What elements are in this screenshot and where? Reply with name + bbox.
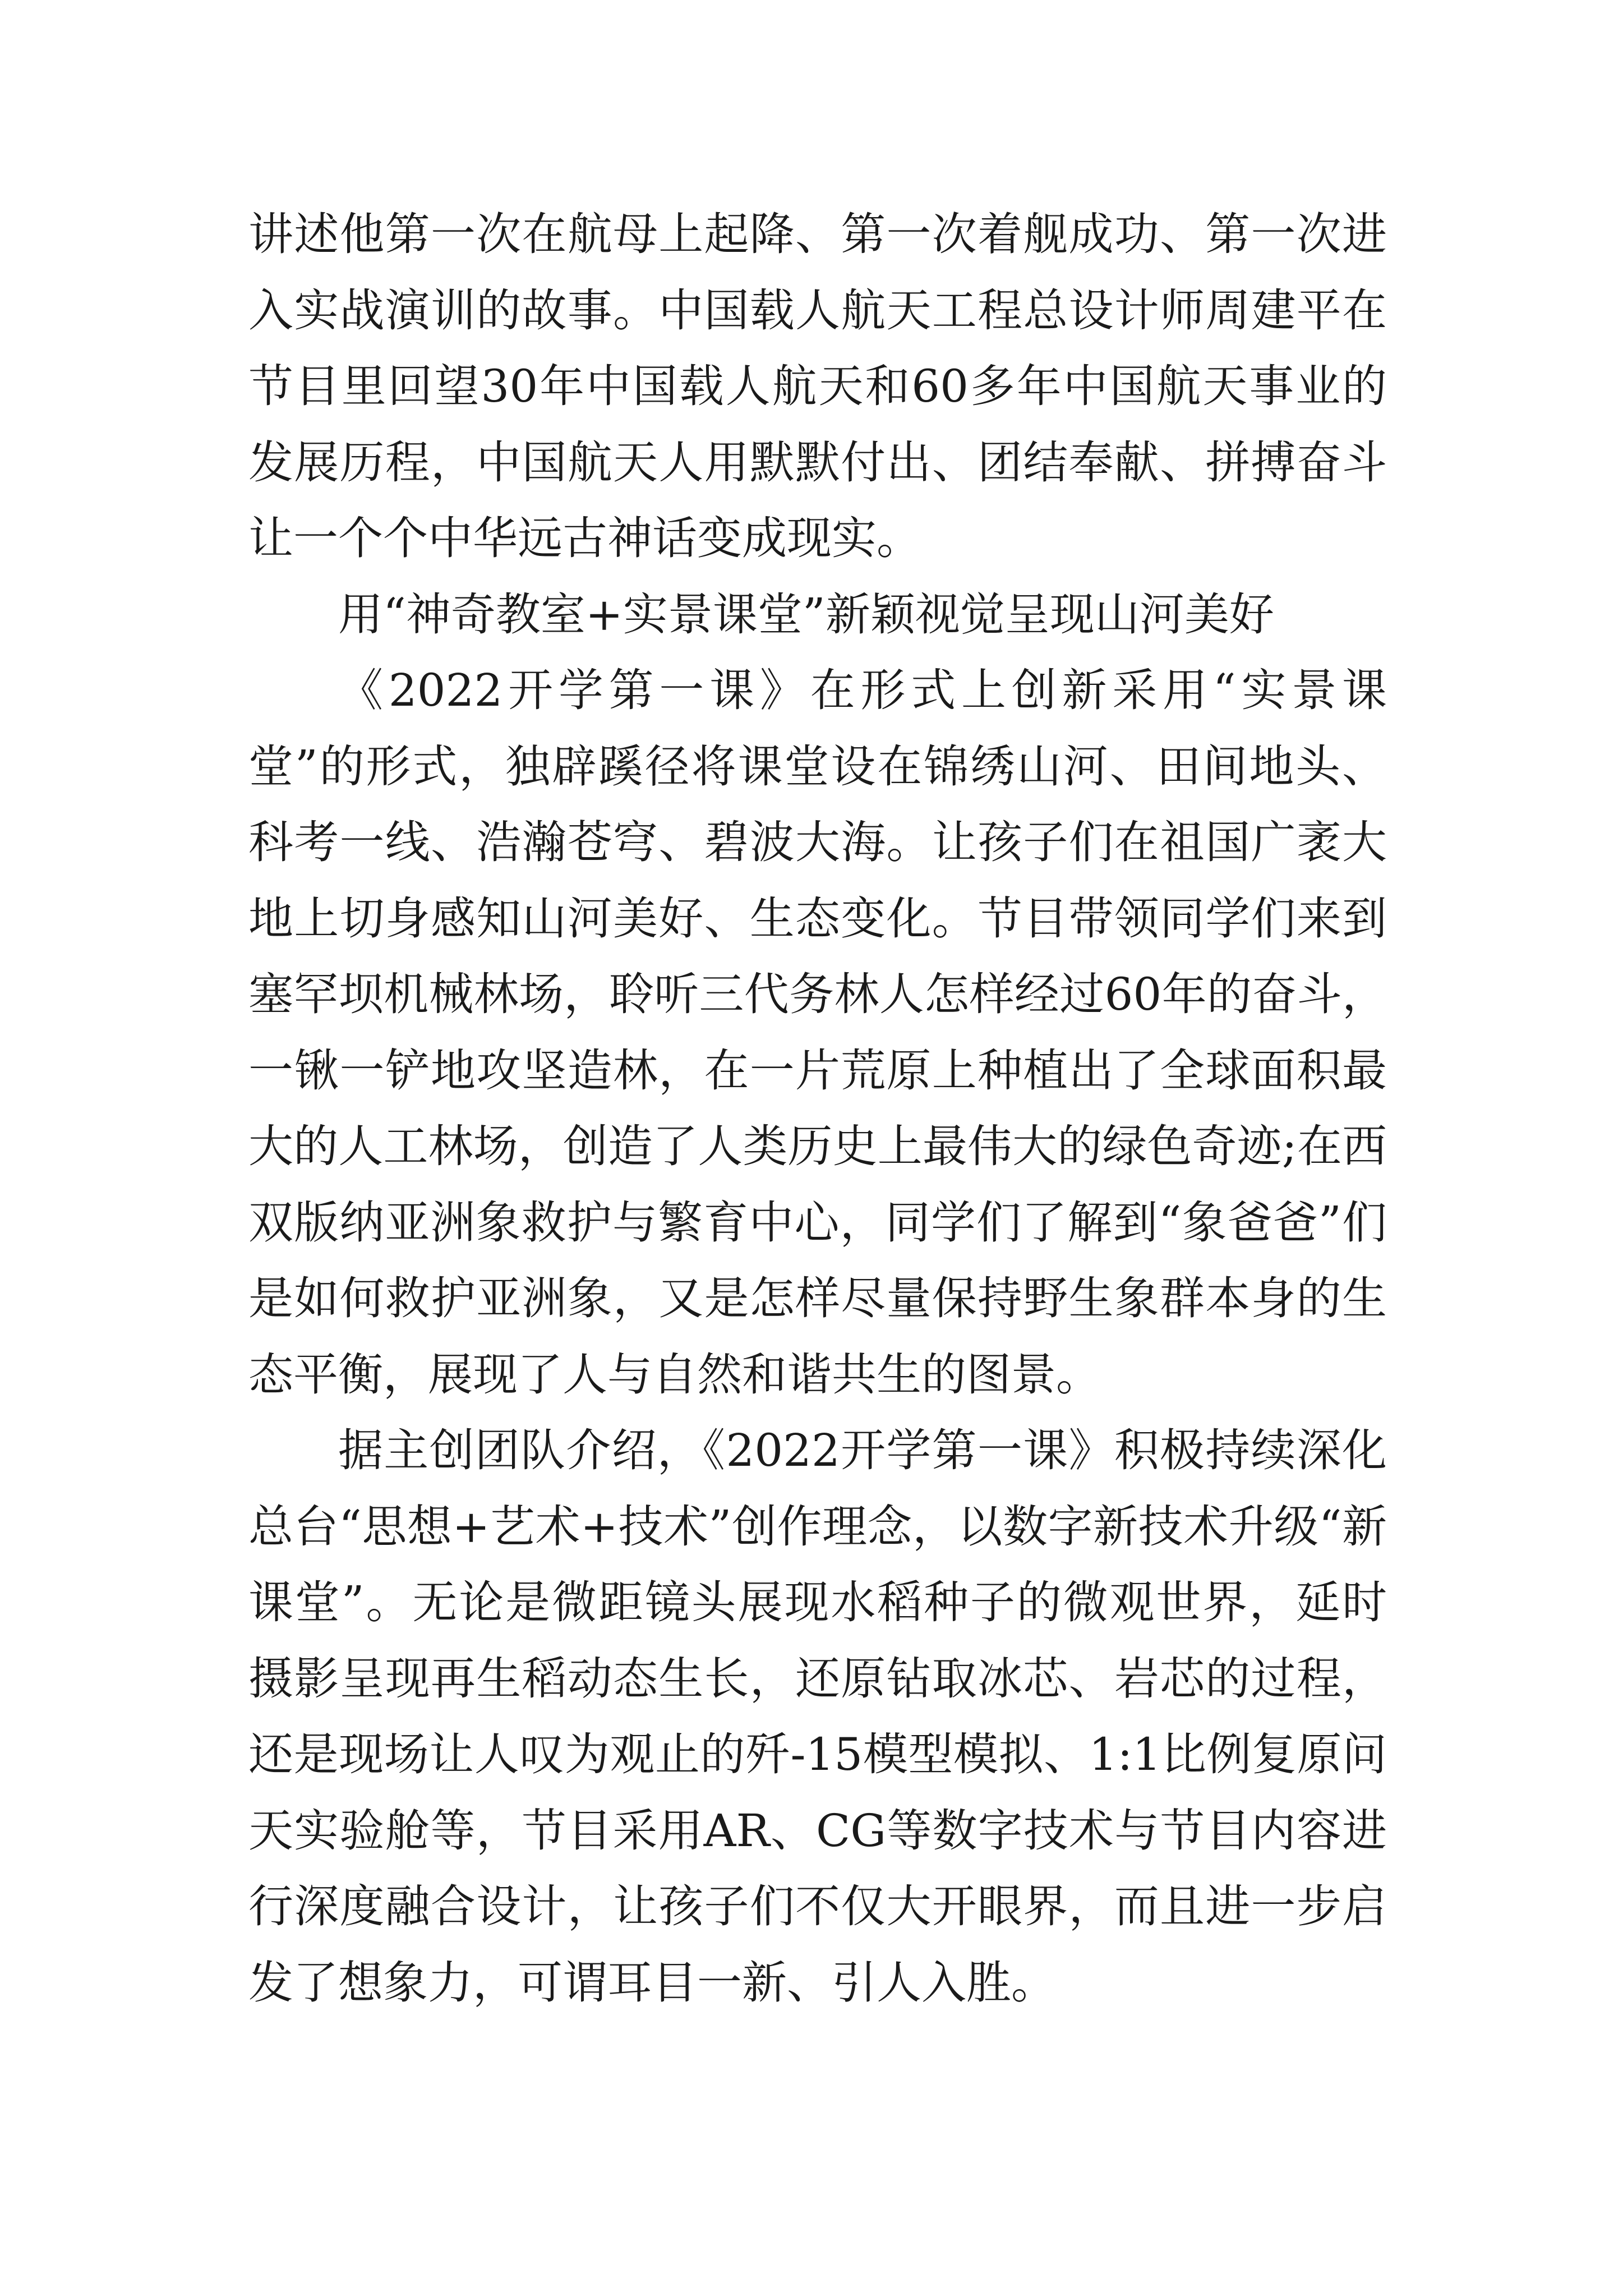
paragraph-digital-technology: 据主创团队介绍，《2022开学第一课》积极持续深化总台“思想+艺术+技术”创作理念，以数字新技术升级“新课堂”。无论是微距镜头展现水稻种子的微观世界，延时摄影呈现再生稻动态生长，还原钻取冰芯、岩芯的过程，还是现场让人叹为观止的歼-15模型模拟、1:1比例复原问天实验舱等，节目采用AR、CG等数字技术与节目内容进行深度融合设计，让孩子们不仅大开眼界，而且进一步启发了想象力，可谓耳目一新、引人入胜。 — [248, 1424, 1387, 2009]
paragraph-real-scene-classroom: 《2022开学第一课》在形式上创新采用“实景课堂”的形式，独辟蹊径将课堂设在锦绣山河、田间地头、科考一线、浩瀚苍穹、碧波大海。让孩子们在祖国广袤大地上切身感知山河美好、生态变化。节目带领同学们来到塞罕坝机械林场，聆听三代务林人怎样经过60年的奋斗，一锹一铲地攻坚造林，在一片荒原上种植出了全球面积最大的人工林场，创造了人类历史上最伟大的绿色奇迹;在西双版纳亚洲象救护与繁育中心，同学们了解到“象爸爸”们是如何救护亚洲象，又是怎样尽量保持野生象群本身的生态平衡，展现了人与自然和谐共生的图景。 — [248, 664, 1387, 1401]
article-body — [248, 196, 1387, 2021]
section-subheading: 用“神奇教室+实景课堂”新颖视觉呈现山河美好 — [338, 588, 1274, 641]
paragraph-continued: 讲述他第一次在航母上起降、第一次着舰成功、第一次进入实战演训的故事。中国载人航天工程总设计师周建平在节目里回望30年中国载人航天和60多年中国航天事业的发展历程，中国航天人用默默付出、团结奉献、拼搏奋斗让一个个中华远古神话变成现实。 — [248, 208, 1387, 564]
